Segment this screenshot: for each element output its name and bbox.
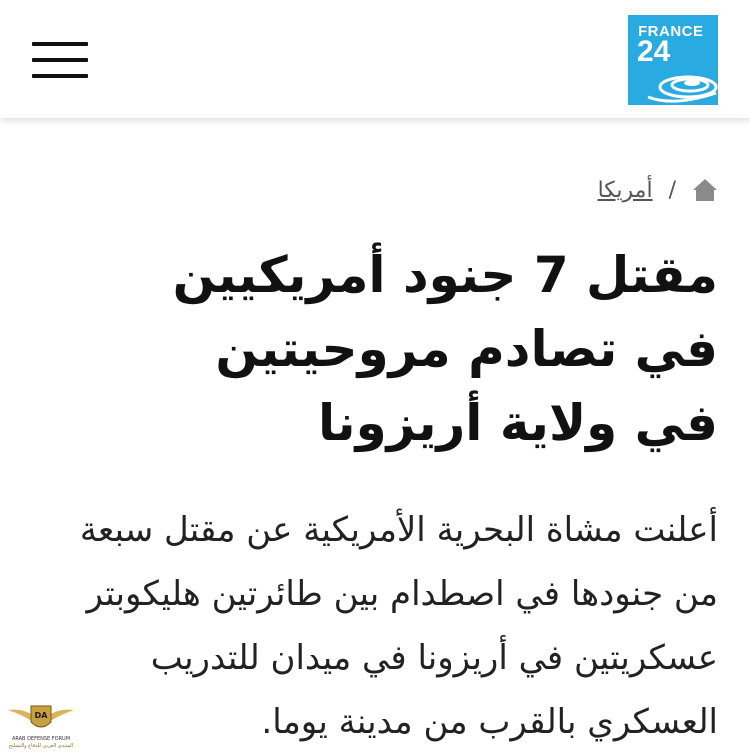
breadcrumb	[598, 170, 718, 210]
watermark-subtitle: المنتدى العربي للدفاع والتسليح	[8, 743, 74, 749]
watermark-initials: DA	[34, 711, 48, 720]
article-title: مقتل 7 جنود أمريكيين في تصادم مروحيتين في ولاية أريزونا	[172, 246, 718, 452]
watermark-title: ARAB DEFENSE FORUM	[11, 736, 71, 742]
top-bar	[0, 0, 750, 118]
breadcrumb-section-link[interactable]: أمريكا	[597, 177, 653, 203]
arab-defense-forum-watermark	[6, 700, 76, 752]
article-lead: أعلنت مشاة البحرية الأمريكية عن مقتل سبعة من جنودها في اصطدام بين طائرتين هليكوبتر عسكريتين في أريزونا في ميدان للتدريب العسكري بالقرب من مدينة يوما.	[79, 510, 718, 742]
logo-text-24: 24	[637, 35, 671, 68]
hamburger-menu-icon[interactable]	[32, 42, 88, 78]
breadcrumb-separator: /	[668, 177, 676, 203]
watermark-emblem-icon	[6, 700, 76, 738]
france24-logo[interactable]	[628, 15, 718, 105]
home-icon[interactable]	[692, 177, 718, 203]
logo-text-france: FRANCE	[638, 23, 704, 40]
